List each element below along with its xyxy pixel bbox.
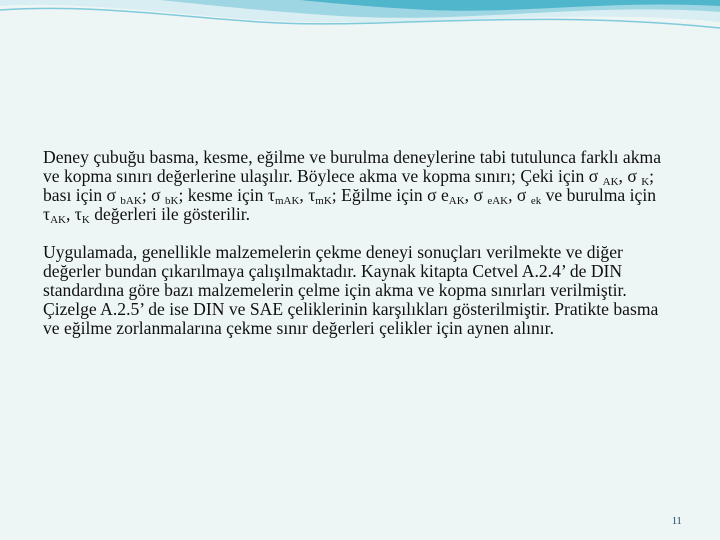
text-segment: Deney çubuğu basma, kesme, eğilme ve burulma deneylerine tabi tutulunca farklı akma ve kopma sınırı değerlerine ulaşılır. Böylece akma ve kopma sınırı; Çeki için [43,147,662,186]
text-segment: değerleri ile gösterilir. [89,204,251,224]
text-segment: ; Eğilme için [331,185,428,205]
paragraph-akma-kopma [43,148,671,224]
text-segment: ve burulma için [541,185,657,205]
slide-body [43,148,671,338]
separator: , [618,166,628,186]
subscript: K [81,214,90,226]
symbol-sigma: σ [588,166,599,186]
separator: , [65,204,75,224]
separator: , [299,185,309,205]
subscript: ek [530,195,542,207]
subscript: AK [602,176,619,188]
text-segment: ; bası için [43,166,655,205]
subscript: mAK [274,195,300,207]
symbol-sigma: σ [151,185,161,205]
symbol-tau: τ [267,185,275,205]
subscript: eAK [487,195,509,207]
symbol-sigma: σ [473,185,483,205]
separator: ; [141,185,152,205]
symbol-sigma: σ [106,185,117,205]
subscript: AK [50,214,66,226]
separator: , [464,185,474,205]
symbol-sigma: σ [516,185,527,205]
symbol-sigma: σ [627,166,637,186]
header-wave-decoration [0,0,720,60]
symbol-tau: τ [308,185,316,205]
separator: , [508,185,517,205]
text-segment: e [436,185,449,205]
subscript: bK [165,195,179,207]
symbol-sigma: σ [427,185,437,205]
subscript: AK [448,195,465,207]
subscript: mK [315,195,332,207]
symbol-tau: τ [43,204,51,224]
page-number: 11 [672,516,682,527]
subscript: bAK [120,195,142,207]
symbol-tau: τ [74,204,82,224]
text-segment: ; kesme için [178,185,268,205]
paragraph-uygulama: Uygulamada, genellikle malzemelerin çekme deneyi sonuçları verilmekte ve diğer değerler bundan çıkarılmaya çalışılmaktadır. Kaynak kitapta Cetvel A.2.4’ de DIN standardına göre bazı malzemelerin çelme için akma ve kopma sınırları verilmiştir. Çizelge A.2.5’ de ise DIN ve SAE çeliklerinin karşılıkları gösterilmiştir. Pratikte basma ve eğilme zorlanmalarına çekme sınır değerleri çelikler için aynen alınır. [43,242,659,338]
subscript: K [641,176,650,188]
